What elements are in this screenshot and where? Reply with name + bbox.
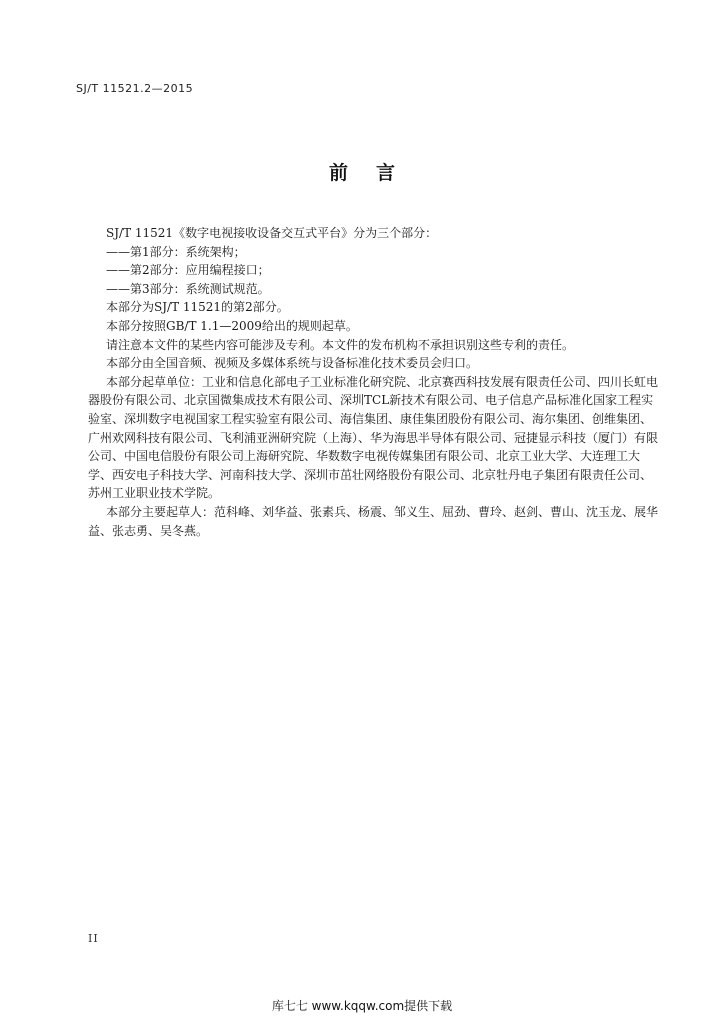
part-item-1: ——第1部分：系统架构； bbox=[106, 244, 246, 259]
part-item-3: ——第3部分：系统测试规范。 bbox=[106, 281, 270, 296]
page-number: II bbox=[88, 932, 99, 945]
document-body bbox=[88, 224, 658, 540]
paragraph-drafting-units: 本部分起草单位：工业和信息化部电子工业标准化研究院、北京赛西科技发展有限责任公司、四川长虹电器股份有限公司、北京国微集成技术有限公司、深圳TCL新技术有限公司、电子信息产品标准化国家工程实验室、深圳数字电视国家工程实验室有限公司、海信集团、康佳集团股份有限公司、海尔集团、创维集团、广州欢网科技有限公司、飞利浦亚洲研究院（上海）、华为海思半导体有限公司、冠捷显示科技（厦门）有限公司、中国电信股份有限公司上海研究院、华数数字电视传媒集团有限公司、北京工业大学、大连理工大学、西安电子科技大学、河南科技大学、深圳市茁壮网络股份有限公司、北京牡丹电子集团有限责任公司、苏州工业职业技术学院。 bbox=[88, 374, 659, 501]
standard-code: SJ/T 11521.2—2015 bbox=[76, 82, 194, 95]
page-title: 前言 bbox=[328, 162, 423, 184]
paragraph-committee: 本部分由全国音频、视频及多媒体系统与设备标准化技术委员会归口。 bbox=[106, 356, 479, 371]
paragraph-drafters: 本部分主要起草人：范科峰、刘华益、张素兵、杨震、邹义生、屈劲、曹玲、赵剑、曹山、沈玉龙、展华益、张志勇、吴冬燕。 bbox=[88, 504, 659, 538]
paragraph-patent-notice: 请注意本文件的某些内容可能涉及专利。本文件的发布机构不承担识别这些专利的责任。 bbox=[106, 337, 575, 352]
paragraph-part-scope: 本部分为SJ/T 11521的第2部分。 bbox=[106, 300, 289, 315]
download-footer: 库七七 www.kqqw.com提供下载 bbox=[271, 999, 453, 1013]
part-item-2: ——第2部分：应用编程接口； bbox=[106, 263, 270, 278]
paragraph-drafting-rules: 本部分按照GB/T 1.1—2009给出的规则起草。 bbox=[106, 318, 358, 333]
intro-paragraph: SJ/T 11521《数字电视接收设备交互式平台》分为三个部分： bbox=[106, 226, 438, 240]
